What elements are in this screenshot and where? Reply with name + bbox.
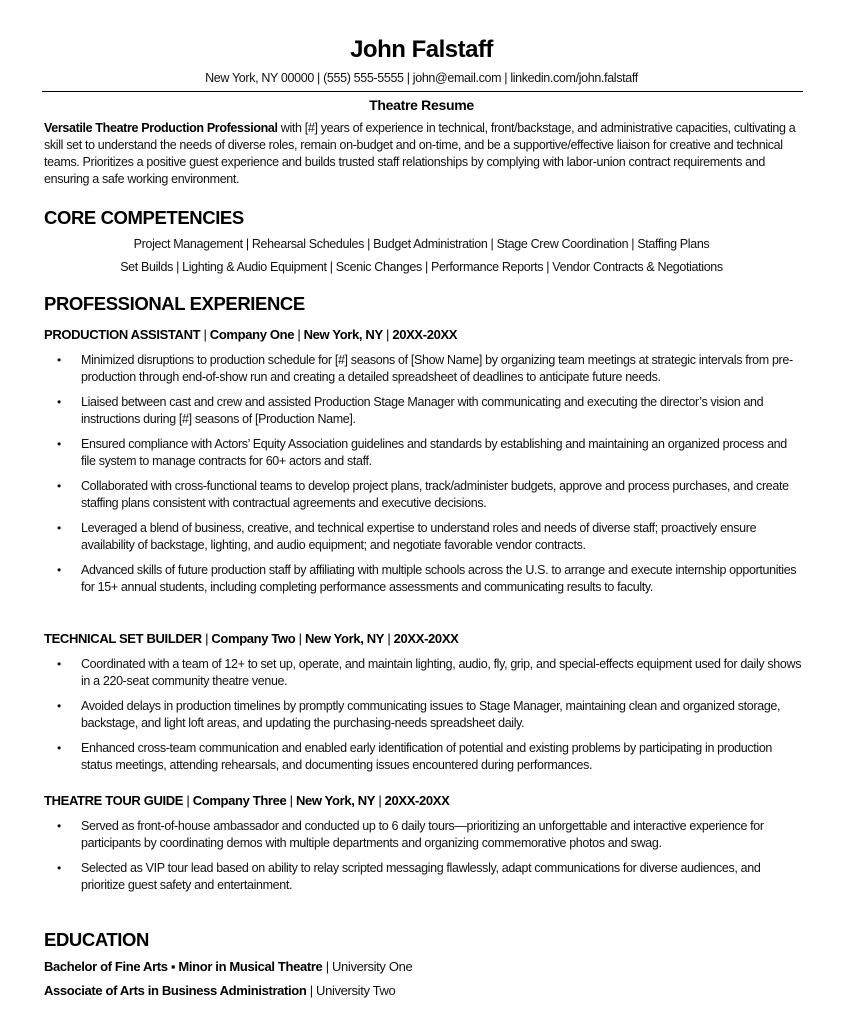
separator: | bbox=[382, 327, 393, 342]
bullet-icon: • bbox=[57, 819, 61, 833]
job-title: TECHNICAL SET BUILDER bbox=[44, 631, 202, 646]
separator: | bbox=[295, 631, 305, 646]
bullet-text: Ensured compliance with Actors’ Equity Association guidelines and standards by establishing and maintaining an organized process and file system to manage contracts for 60+ actors and staff. bbox=[81, 437, 787, 468]
education-entry bbox=[44, 982, 395, 1000]
bullet-text: Avoided delays in production timelines by promptly communicating issues to Stage Manager, maintaining clean and organized storage, backstage, and light loft areas, and updating the purchasing-needs spreadsheet daily. bbox=[81, 699, 781, 730]
bullet-item bbox=[44, 394, 804, 428]
separator: | bbox=[375, 793, 385, 808]
competencies-list bbox=[0, 235, 843, 281]
separator: | bbox=[322, 959, 332, 974]
separator: | bbox=[286, 793, 296, 808]
education-entry bbox=[44, 958, 412, 976]
bullet-item bbox=[44, 478, 804, 512]
job-header bbox=[44, 326, 457, 344]
bullet-icon: • bbox=[57, 437, 61, 451]
summary-body: with [#] years of experience in technical, front/backstage, and administrative capacities, cultivating a skill set to understand the needs of diverse roles, remain on-budget and on-time, and be a supportive/effective liaison for creative and technical teams. Prioritizes a positive guest experience and builds trusted staff relationships by complying with labor-union contract requirements and ensuring a safe working environment. bbox=[44, 121, 796, 186]
bullet-text: Served as front-of-house ambassador and conducted up to 6 daily tours—prioritizing an unforgettable and interactive experience for participants by coordinating demos with multiple departments and organizing commemorative photos and swag. bbox=[81, 819, 764, 850]
job-location: New York, NY bbox=[303, 327, 383, 342]
bullet-text: Liaised between cast and crew and assisted Production Stage Manager with communicating and executing the director’s vision and instructions during [#] seasons of [Production Name]. bbox=[81, 395, 764, 426]
bullet-text: Coordinated with a team of 12+ to set up, operate, and maintain lighting, audio, fly, grip, and special-effects equipment used for daily shows in a 220-seat community theatre venue. bbox=[81, 657, 802, 688]
bullet-item bbox=[44, 740, 804, 774]
bullet-item bbox=[44, 352, 804, 386]
bullet-icon: • bbox=[57, 521, 61, 535]
contact-line: New York, NY 00000 | (555) 555-5555 | john@email.com | linkedin.com/john.falstaff bbox=[205, 71, 638, 85]
education-degree: Bachelor of Fine Arts ▪ Minor in Musical Theatre bbox=[44, 959, 323, 974]
bullet-icon: • bbox=[57, 563, 61, 577]
bullet-item bbox=[44, 436, 804, 470]
education-school: University Two bbox=[316, 983, 396, 998]
bullet-icon: • bbox=[57, 861, 61, 875]
job-location: New York, NY bbox=[295, 793, 376, 808]
job-company: Company One bbox=[209, 327, 295, 342]
job-dates: 20XX-20XX bbox=[384, 793, 450, 808]
job-title: THEATRE TOUR GUIDE bbox=[44, 793, 184, 808]
bullet-icon: • bbox=[57, 699, 61, 713]
section-heading-core-competencies: CORE COMPETENCIES bbox=[44, 207, 244, 228]
separator: | bbox=[183, 793, 193, 808]
job-company: Company Two bbox=[211, 631, 296, 646]
separator: | bbox=[306, 983, 317, 998]
section-heading-education: EDUCATION bbox=[44, 929, 149, 950]
section-heading-professional-experience: PROFESSIONAL EXPERIENCE bbox=[44, 293, 305, 314]
bullet-icon: • bbox=[57, 395, 61, 409]
bullet-text: Minimized disruptions to production schedule for [#] seasons of [Show Name] by organizing team meetings at strategic intervals from pre-production through end-of-show run and creating a detailed spreadsheet of deadlines to anticipate future needs. bbox=[81, 353, 793, 384]
bullet-text: Enhanced cross-team communication and enabled early identification of potential and existing problems by participating in production status meetings, attending rehearsals, and documenting issues encountered during performances. bbox=[81, 741, 773, 772]
job-header bbox=[44, 630, 458, 648]
separator: | bbox=[201, 631, 212, 646]
job-bullets bbox=[44, 656, 804, 782]
job-bullets bbox=[44, 352, 804, 604]
job-location: New York, NY bbox=[304, 631, 385, 646]
bullet-item bbox=[44, 698, 804, 732]
bullet-item bbox=[44, 562, 804, 596]
summary-lead: Versatile Theatre Production Professional bbox=[44, 121, 278, 135]
job-company: Company Three bbox=[192, 793, 287, 808]
separator: | bbox=[384, 631, 394, 646]
bullet-text: Collaborated with cross-functional teams to develop project plans, track/administer budgets, approve and process purchases, and create staffing plans consistent with contractual agreements and executive decisions. bbox=[81, 479, 789, 510]
summary-paragraph bbox=[44, 120, 804, 188]
education-school: University One bbox=[332, 959, 413, 974]
header-divider bbox=[42, 91, 803, 92]
job-header bbox=[44, 792, 449, 810]
bullet-icon: • bbox=[57, 741, 61, 755]
bullet-icon: • bbox=[57, 657, 61, 671]
job-title: PRODUCTION ASSISTANT bbox=[44, 327, 201, 342]
separator: | bbox=[200, 327, 210, 342]
bullet-text: Advanced skills of future production staff by affiliating with multiple schools across the U.S. to arrange and execute internship opportunities for 15+ annual students, including completing performance assessments and communicating results to faculty. bbox=[81, 563, 797, 594]
bullet-item bbox=[44, 860, 804, 894]
document-title: Theatre Resume bbox=[369, 97, 474, 113]
candidate-name: John Falstaff bbox=[350, 36, 493, 63]
bullet-item bbox=[44, 520, 804, 554]
bullet-icon: • bbox=[57, 479, 61, 493]
competencies-line: Set Builds | Lighting & Audio Equipment | Scenic Changes | Performance Reports | Vendor Contracts & Negotiations bbox=[120, 260, 723, 274]
bullet-text: Leveraged a blend of business, creative, and technical expertise to understand roles and needs of diverse staff; proactively ensure availability of backstage, lighting, and audio equipment; and negotiate favorable vendor contracts. bbox=[81, 521, 757, 552]
separator: | bbox=[294, 327, 304, 342]
job-dates: 20XX-20XX bbox=[393, 631, 459, 646]
education-degree: Associate of Arts in Business Administration bbox=[44, 983, 307, 998]
bullet-text: Selected as VIP tour lead based on ability to relay scripted messaging flawlessly, adapt communications for diverse audiences, and prioritize guest safety and entertainment. bbox=[81, 861, 761, 892]
job-bullets bbox=[44, 818, 804, 902]
bullet-icon: • bbox=[57, 353, 61, 367]
job-dates: 20XX-20XX bbox=[392, 327, 458, 342]
competencies-line: Project Management | Rehearsal Schedules | Budget Administration | Stage Crew Coordination | Staffing Plans bbox=[133, 237, 710, 251]
bullet-item bbox=[44, 818, 804, 852]
bullet-item bbox=[44, 656, 804, 690]
